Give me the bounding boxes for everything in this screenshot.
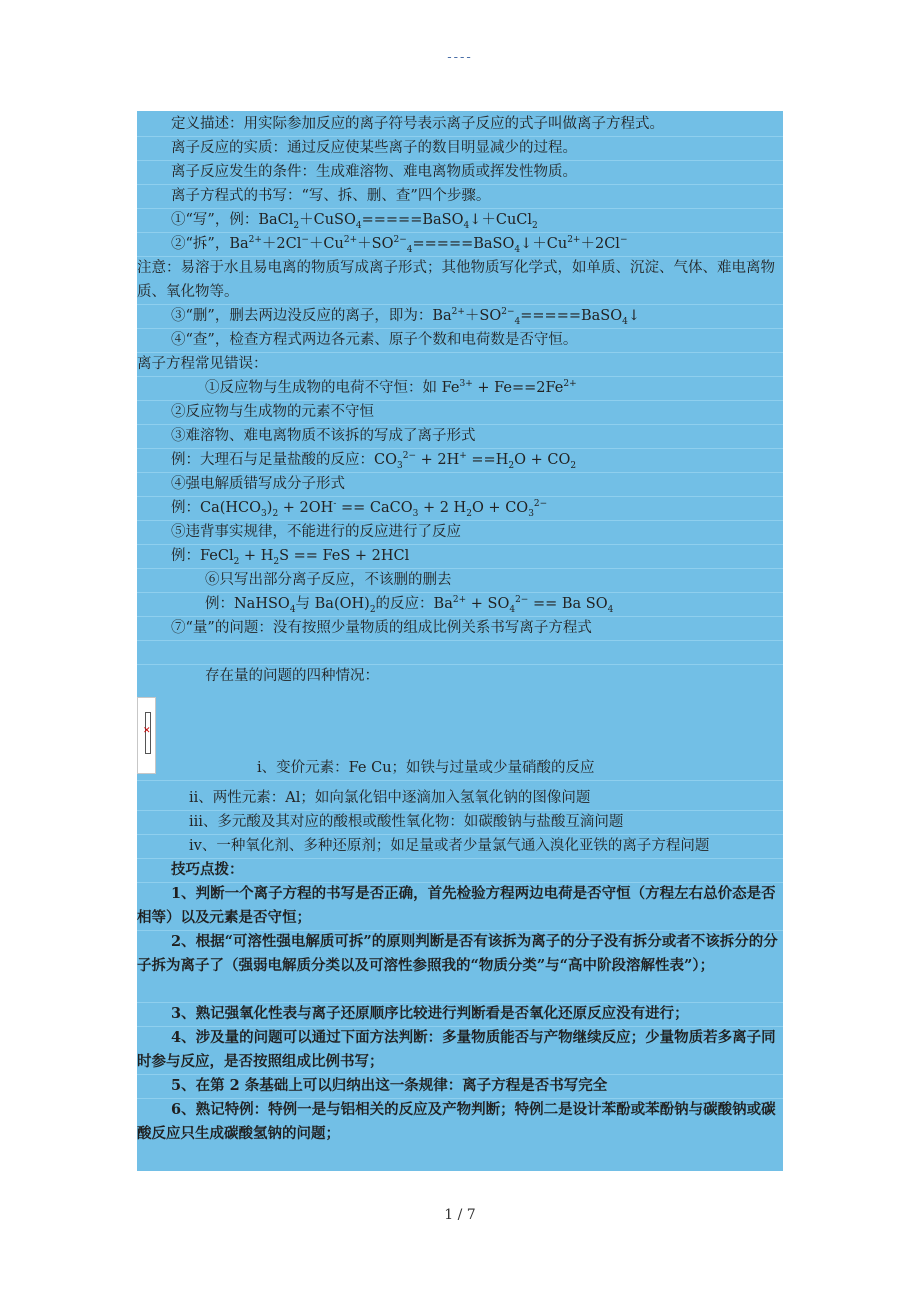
example-text-6: O + CO — [471, 500, 529, 516]
error-5-line: ⑤违背事实规律，不能进行的反应进行了反应 — [137, 520, 783, 545]
subscript: 4 — [607, 604, 614, 615]
page-number: 1 / 7 — [444, 1207, 476, 1223]
content-panel — [137, 111, 783, 1171]
error-1-text-1: ①反应物与生成物的电荷不守恒：如 Fe — [205, 380, 460, 396]
step-split-text-6: ↓＋Cu — [520, 236, 568, 252]
condition-line: 离子反应发生的条件：生成难溶物、难电离物质或挥发性物质。 — [137, 160, 783, 185]
example-text-5: == Ba SO — [528, 596, 608, 612]
superscript: 2+ — [248, 235, 262, 246]
step-delete-text-1: ③“删”，删去两边没反应的离子，即为：Ba — [171, 308, 452, 324]
example-text-1: 例：NaHSO — [205, 596, 290, 612]
superscript: 2+ — [567, 235, 581, 246]
superscript: 2− — [501, 307, 515, 318]
subscript: 2 — [272, 508, 279, 519]
case-2-line: ⅱ、两性元素：Al；如向氯化铝中逐滴加入氢氧化钠的图像问题 — [137, 786, 783, 811]
subscript: 4 — [406, 244, 413, 255]
superscript: 2− — [515, 595, 529, 606]
error-1-text-2: + Fe==2Fe — [472, 380, 564, 396]
superscript: 3+ — [459, 379, 473, 390]
tip-5: 5、在第 2 条基础上可以归纳出这一条规律：离子方程是否书写完全 — [137, 1074, 783, 1099]
example-text-2: + 2H — [416, 452, 460, 468]
example-text-1: 例：FeCl — [171, 548, 234, 564]
essence-line: 离子反应的实质：通过反应使某些离子的数目明显减少的过程。 — [137, 136, 783, 161]
subscript: 3 — [528, 508, 534, 519]
example-text-2: + H — [239, 548, 274, 564]
step-delete-text-2: ＋SO — [464, 308, 502, 324]
note-paragraph: 注意：易溶于水且易电离的物质写成离子形式；其他物质写化学式，如单质、沉淀、气体、难电离物质、氧化物等。 — [137, 256, 783, 305]
example-text-3: 的反应：Ba — [375, 596, 453, 612]
example-text-3: ==H — [466, 452, 509, 468]
superscript: 2+ — [563, 379, 577, 390]
blank-line — [137, 640, 783, 665]
step-split-line — [137, 232, 783, 257]
case-4-line: ⅳ、一种氧化剂、多种还原剂；如足量或者少量氯气通入溴化亚铁的离子方程问题 — [137, 834, 783, 859]
header-mark: ---- — [447, 50, 473, 65]
subscript: 3 — [396, 460, 403, 471]
superscript: − — [301, 235, 309, 246]
step-split-text-1: ②“拆”，Ba — [171, 236, 249, 252]
tip-3: 3、熟记强氧化性表与离子还原顺序比较进行判断看是否氧化还原反应没有进行； — [137, 1002, 783, 1027]
example-text-3: S == FeS + 2HCl — [279, 548, 410, 564]
error-3-example — [137, 448, 783, 473]
step-split-text-3: ＋Cu — [308, 236, 344, 252]
step-split-text-5: =====BaSO — [412, 236, 515, 252]
example-text-1: 例：大理石与足量盐酸的反应：CO — [171, 452, 397, 468]
superscript: 2+ — [343, 235, 358, 246]
superscript: 2+ — [451, 307, 465, 318]
subscript: 2 — [532, 220, 538, 231]
superscript: + — [459, 451, 467, 462]
example-text-4: O + CO — [514, 452, 571, 468]
superscript: 2− — [402, 451, 416, 462]
subscript: 2 — [233, 556, 240, 567]
subscript: 3 — [412, 508, 419, 519]
case-3-line: ⅲ、多元酸及其对应的酸根或酸性氧化物：如碳酸钠与盐酸互滴问题 — [137, 810, 783, 835]
case-1-line: ⅰ、变价元素：Fe Cu；如铁与过量或少量硝酸的反应 — [137, 756, 783, 781]
tip-2: 2、根据“可溶性强电解质可拆”的原则判断是否有该拆为离子的分子没有拆分或者不该拆分的分子拆为离子了（强弱电解质分类以及可溶性参照我的“物质分类”与“高中阶段溶解性表”）； — [137, 930, 783, 1003]
tip-6: 6、熟记特例：特例一是与铝相关的反应及产物判断；特例二是设计苯酚或苯酚钠与碳酸钠或碳酸反应只生成碳酸氢钠的问题； — [137, 1101, 776, 1142]
subscript: 4 — [514, 316, 521, 327]
error-1-line — [137, 376, 783, 401]
tips-heading: 技巧点拨： — [137, 858, 783, 883]
superscript: 2+ — [452, 595, 467, 606]
example-text-2: ) — [266, 500, 273, 516]
four-cases-heading: 存在量的问题的四种情况： — [205, 668, 379, 684]
common-errors-heading: 离子方程常见错误： — [137, 352, 783, 377]
example-text-3: + 2OH — [278, 500, 334, 516]
step-split-text-7: ＋2Cl — [580, 236, 620, 252]
step-split-text-2: ＋2Cl — [261, 236, 302, 252]
subscript: 4 — [622, 316, 628, 327]
step-delete-text-3: =====BaSO — [520, 308, 623, 324]
step-check-line: ④“查”，检查方程式两边各元素、原子个数和电荷数是否守恒。 — [137, 328, 783, 353]
step-write-text-2: ＋CuSO — [299, 212, 356, 228]
example-text-4: == CaCO — [336, 500, 413, 516]
step-write-text-3: =====BaSO — [361, 212, 464, 228]
subscript: 2 — [508, 460, 515, 471]
error-7-line: ⑦“量”的问题：没有按照少量物质的组成比例关系书写离子方程式 — [137, 616, 783, 641]
error-2-line: ②反应物与生成物的元素不守恒 — [137, 400, 783, 425]
superscript: 2− — [533, 499, 548, 510]
writing-steps-line: 离子方程式的书写：“写、拆、删、查”四个步骤。 — [137, 184, 783, 209]
error-6-line: ⑥只写出部分离子反应，不该删的删去 — [137, 568, 783, 593]
subscript: 4 — [355, 220, 362, 231]
error-4-line: ④强电解质错写成分子形式 — [137, 472, 783, 497]
subscript: 2 — [466, 508, 472, 519]
subscript: 4 — [509, 604, 516, 615]
arrow: ↓ — [627, 308, 641, 324]
tip-4: 4、涉及量的问题可以通过下面方法判断：多量物质能否与产物继续反应；少量物质若多离子同时参与反应，是否按照组成比例书写； — [137, 1026, 783, 1075]
subscript: 2 — [273, 556, 280, 567]
step-delete-line — [137, 304, 783, 329]
broken-image-x-icon: ✕ — [143, 726, 151, 736]
error-5-example — [137, 544, 783, 569]
example-text-4: + SO — [466, 596, 510, 612]
error-4-example — [137, 496, 783, 521]
subscript: 2 — [293, 220, 300, 231]
error-3-line: ③难溶物、难电离物质不该拆的写成了离子形式 — [137, 424, 783, 449]
subscript: 4 — [463, 220, 470, 231]
example-text-1: 例：Ca(HCO — [171, 500, 262, 516]
subscript: 4 — [289, 604, 296, 615]
subscript: 2 — [570, 460, 577, 471]
step-split-text-4: ＋SO — [357, 236, 394, 252]
tip-1: 1、判断一个离子方程的书写是否正确，首先检验方程两边电荷是否守恒（方程左右总价态是否相等）以及元素是否守恒； — [137, 882, 783, 931]
step-write-text-1: ①“写”，例：BaCl — [171, 212, 294, 228]
superscript: − — [619, 235, 628, 246]
definition-line: 定义描述：用实际参加反应的离子符号表示离子反应的式子叫做离子方程式。 — [137, 112, 783, 137]
subscript: 3 — [261, 508, 267, 519]
broken-image-icon — [137, 697, 156, 774]
subscript: 2 — [369, 604, 376, 615]
superscript: 2− — [393, 235, 407, 246]
step-write-text-4: ↓＋CuCl — [469, 212, 533, 228]
example-text-2: 与 Ba(OH) — [295, 596, 370, 612]
step-write-line — [137, 208, 783, 233]
superscript: - — [333, 499, 337, 510]
subscript: 4 — [514, 244, 521, 255]
error-6-example — [137, 592, 783, 617]
example-text-5: + 2 H — [418, 500, 467, 516]
